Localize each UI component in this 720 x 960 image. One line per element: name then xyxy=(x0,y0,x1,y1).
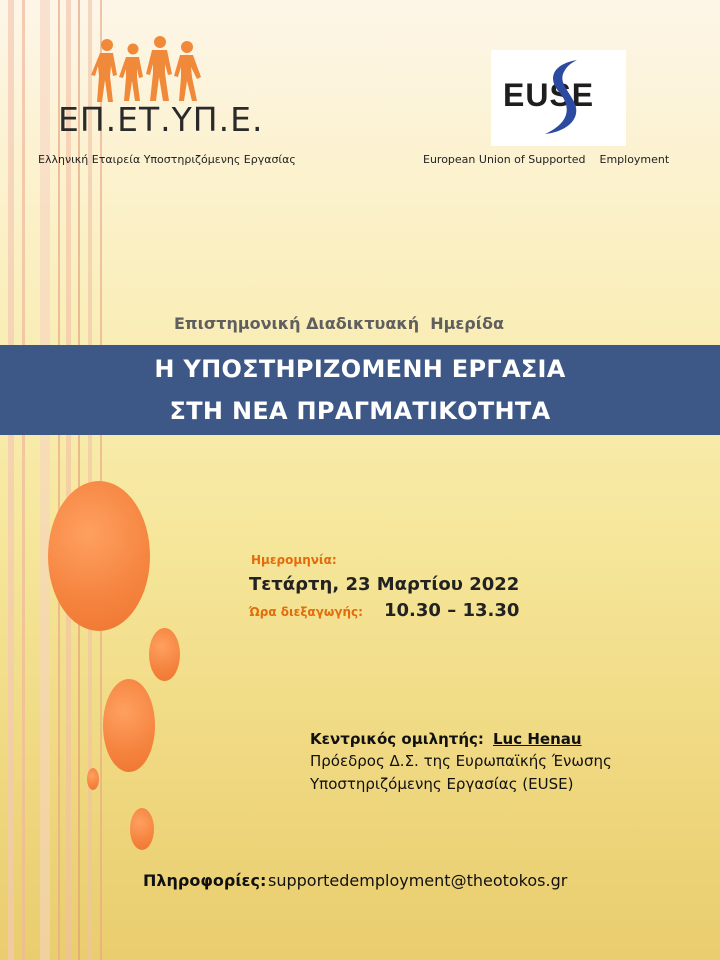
time-label: Ώρα διεξαγωγής: xyxy=(249,605,363,619)
euse-logo xyxy=(491,50,626,146)
event-subtitle: Επιστημονική Διαδικτυακή Ημερίδα xyxy=(174,314,504,333)
title-banner xyxy=(0,345,720,435)
epetype-logo-text: ΕΠ.ΕΤ.ΥΠ.Ε. xyxy=(58,100,264,139)
euse-logo-text: EUSE xyxy=(503,77,595,113)
keynote-speaker-name[interactable]: Luc Henau xyxy=(493,730,582,748)
event-title-line-2: ΣΤΗ ΝΕΑ ΠΡΑΓΜΑΤΙΚΟΤΗΤΑ xyxy=(169,397,551,425)
info-label: Πληροφορίες: xyxy=(143,871,267,890)
decorative-circle-large xyxy=(48,481,150,631)
decorative-circle-small-2 xyxy=(130,808,154,850)
euse-tagline: European Union of Supported Employment xyxy=(423,153,670,166)
decorative-circle-medium xyxy=(103,679,155,772)
speaker-role-line-1: Πρόεδρος Δ.Σ. της Ευρωπαϊκής Ένωσης xyxy=(310,752,612,770)
keynote-speaker-label: Κεντρικός ομιλητής: xyxy=(310,730,484,748)
epetype-tagline: Ελληνική Εταιρεία Υποστηριζόμενης Εργασίας xyxy=(38,153,296,166)
speaker-role-line-2: Υποστηριζόμενης Εργασίας (EUSE) xyxy=(310,775,574,793)
event-title-line-1: Η ΥΠΟΣΤΗΡΙΖΟΜΕΝΗ ΕΡΓΑΣΙΑ xyxy=(154,355,566,383)
time-value: 10.30 – 13.30 xyxy=(384,600,520,621)
date-value: Τετάρτη, 23 Μαρτίου 2022 xyxy=(249,574,520,595)
contact-email-link[interactable]: supportedemployment@theotokos.gr xyxy=(268,871,568,890)
date-label: Ημερομηνία: xyxy=(251,553,337,567)
decorative-circle-small xyxy=(149,628,180,681)
euse-swoosh-icon xyxy=(531,56,591,138)
decorative-circle-tiny xyxy=(87,768,99,790)
